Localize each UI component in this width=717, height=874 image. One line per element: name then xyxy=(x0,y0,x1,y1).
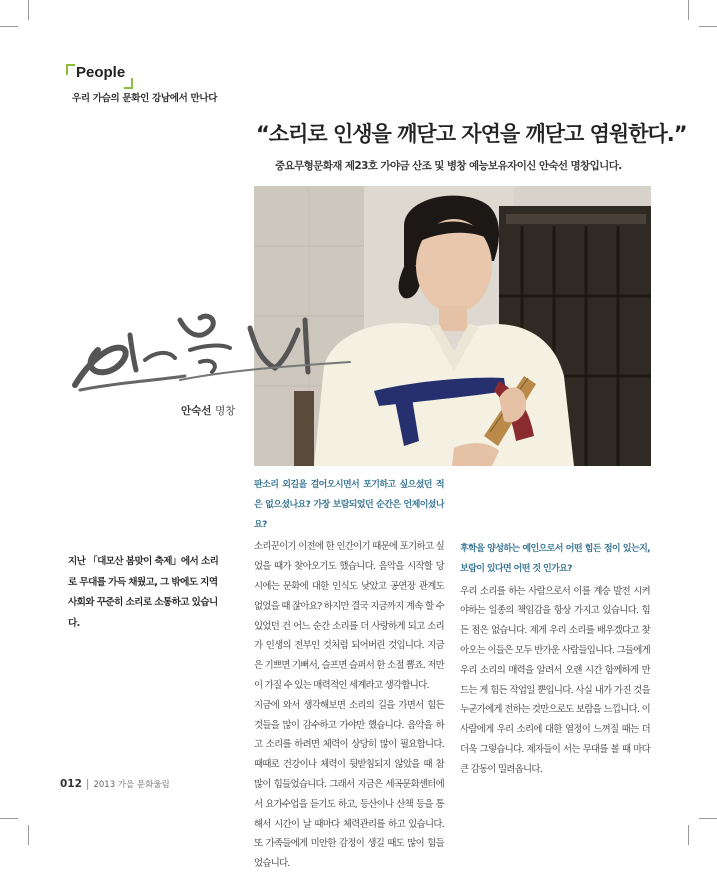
interview-answer-paragraph: 우리 소리를 하는 사람으로서 이를 계승 발전 시켜야하는 일종의 책임감을 항상 가지고 있습니다. 힘든 점은 없습니다. 제게 우리 소리를 배우겠다고 찾아오는 이들은 모두 반가운 사람들입니다. 그들에게 우리 소리의 매력을 알려서 오랜 시간 함께하게 만드는 게 힘든 작업일 뿐입니다. 사실 내가 가진 것을 누군가에게 전하는 것만으로도 보람을 느낍니다. 이 사람에게 우리 소리에 대한 열정이 느껴질 때는 더더욱 그렇습니다. 제자들이 서는 무대를 볼 때 마다 큰 감동이 밀려옵니다. xyxy=(460,585,650,775)
crop-mark xyxy=(0,818,18,819)
crop-mark xyxy=(688,0,689,20)
section-bracket-bottom-right xyxy=(124,78,133,89)
headline-deck: 중요무형문화재 제23호 가야금 산조 및 병창 예능보유자이신 안숙선 명창입니다. xyxy=(275,160,622,172)
signature-calligraphy xyxy=(60,300,360,400)
caption-name: 안숙선 xyxy=(181,405,212,417)
photo-caption xyxy=(181,403,235,418)
issue-name: 2013 가을 문화울림 xyxy=(93,780,170,790)
crop-mark xyxy=(699,818,717,819)
pull-quote: 지난 「대모산 봄맞이 축제」에서 소리로 무대를 가득 채웠고, 그 밖에도 지역사회와 꾸준히 소리로 소통하고 있습니다. xyxy=(68,556,219,629)
page-number: 012 xyxy=(60,778,82,790)
interview-question: 후학을 양성하는 예인으로서 어떤 힘든 점이 있는지, 보람이 있다면 어떤 것 인가요? xyxy=(460,544,650,574)
article-column-left xyxy=(254,476,444,874)
crop-mark xyxy=(28,0,29,20)
headline-quote: “소리로 인생을 깨닫고 자연을 깨닫고 염원한다.” xyxy=(256,122,687,146)
crop-mark xyxy=(688,825,689,845)
interview-answer-paragraph: 지금에 와서 생각해보면 소리의 길을 가면서 힘든 것들을 많이 감수하고 가야만 했습니다. 음악을 하고 소리를 하려면 체력이 상당히 많이 필요합니다. 때때로 건강이나 체력이 뒷받침되지 않았을 때 참 많이 힘들었습니다. 그래서 지금은 세곡문화센터에서 요가수업을 듣기도 하고, 등산이나 산책 등을 통해서 시간이 날 때마다 체력관리를 하고 있습니다. 또 가족들에게 미안한 감정이 생길 때도 많이 힘들었습니다. xyxy=(254,699,444,870)
section-subtitle: 우리 가슴의 문화인 강남에서 만나다 xyxy=(72,93,218,104)
crop-mark xyxy=(699,26,717,27)
interview-answer-paragraph: 소리꾼이기 이전에 한 인간이기 때문에 포기하고 싶었을 때가 찾아오기도 했습니다. 음악을 시작할 당시에는 문화에 대한 인식도 낮았고 공연장 관계도 없었을 때 잖아요? 하지만 결국 지금까지 계속 할 수 있었던 건 어느 순간 소리를 더 사랑하게 되고 소리가 인생의 전부인 것처럼 되어버린 것입니다. 지금은 기쁘면 기뻐서, 슬프면 슬퍼서 한 소절 뽑죠. 저만이 가질 수 있는 매력적인 세계라고 생각합니다. xyxy=(254,541,444,691)
footer-separator: | xyxy=(85,778,90,790)
interview-question: 판소리 외길을 걸어오시면서 포기하고 싶으셨던 적은 없으셨나요? 가장 보람되었던 순간은 언제이셨나요? xyxy=(254,480,444,530)
crop-mark xyxy=(28,825,29,845)
article-column-right xyxy=(460,486,650,780)
page-footer xyxy=(60,778,170,790)
crop-mark xyxy=(0,26,18,27)
caption-title: 명창 xyxy=(215,405,236,417)
section-label: People xyxy=(76,64,126,81)
